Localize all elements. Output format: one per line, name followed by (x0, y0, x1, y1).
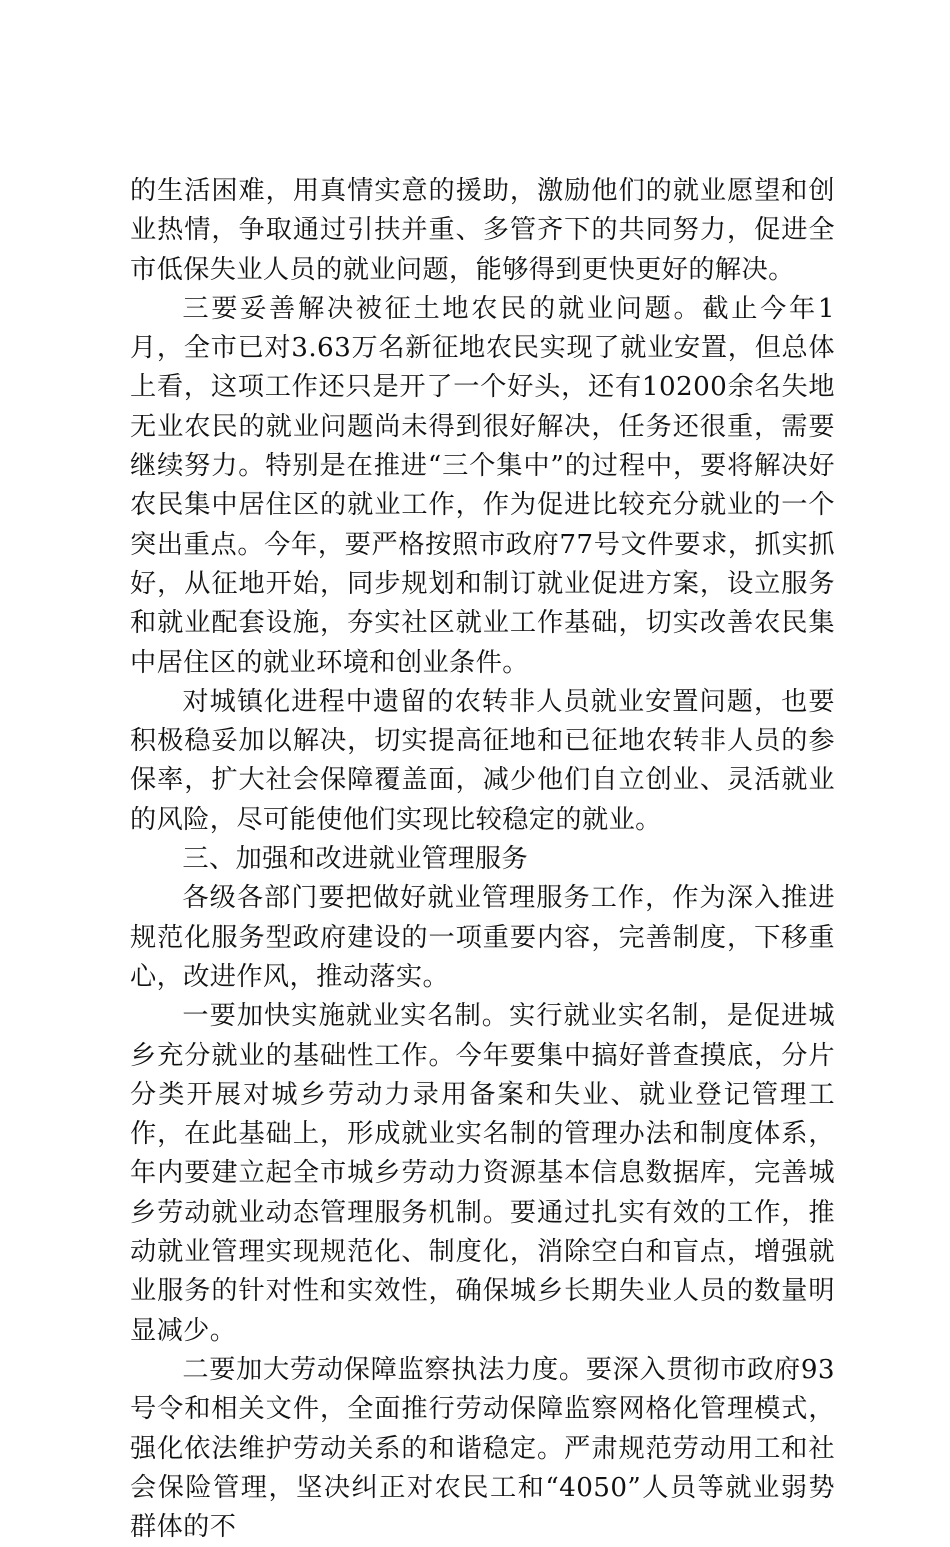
paragraph-urbanization: 对城镇化进程中遗留的农转非人员就业安置问题，也要积极稳妥加以解决，切实提高征地和已征地农转非人员的参保率，扩大社会保障覆盖面，减少他们自立创业、灵活就业的风险，尽可能使他们实现比较稳定的就业。 (130, 686, 835, 835)
paragraph-land-farmers: 三要妥善解决被征土地农民的就业问题。截止今年1月，全市已对3.63万名新征地农民实现了就业安置，但总体上看，这项工作还只是开了一个好头，还有10200余名失地无业农民的就业问题尚未得到很好解决，任务还很重，需要继续努力。特别是在推进“三个集中”的过程中，要将解决好农民集中居住区的就业工作，作为促进比较充分就业的一个突出重点。今年，要严格按照市政府77号文件要求，抓实抓好，从征地开始，同步规划和制订就业促进方案，设立服务和就业配套设施，夯实社区就业工作基础，切实改善农民集中居住区的就业环境和创业条件。 (130, 293, 835, 678)
document-page (130, 172, 835, 1547)
paragraph-continuation: 的生活困难，用真情实意的援助，激励他们的就业愿望和创业热情，争取通过引扶并重、多管齐下的共同努力，促进全市低保失业人员的就业问题，能够得到更快更好的解决。 (130, 176, 835, 285)
paragraph-management-intro: 各级各部门要把做好就业管理服务工作，作为深入推进规范化服务型政府建设的一项重要内容，完善制度，下移重心，改进作风，推动落实。 (130, 883, 835, 992)
paragraph-labor-supervision: 二要加大劳动保障监察执法力度。要深入贯彻市政府93号令和相关文件，全面推行劳动保障监察网格化管理模式，强化依法维护劳动关系的和谐稳定。严肃规范劳动用工和社会保险管理，坚决纠正对农民工和“4050”人员等就业弱势群体的不 (130, 1354, 835, 1543)
section-heading: 三、加强和改进就业管理服务 (182, 844, 529, 875)
paragraph-real-name-system: 一要加快实施就业实名制。实行就业实名制，是促进城乡充分就业的基础性工作。今年要集中搞好普查摸底，分片分类开展对城乡劳动力录用备案和失业、就业登记管理工作，在此基础上，形成就业实名制的管理办法和制度体系，年内要建立起全市城乡劳动力资源基本信息数据库，完善城乡劳动就业动态管理服务机制。要通过扎实有效的工作，推动就业管理实现规范化、制度化，消除空白和盲点，增强就业服务的针对性和实效性，确保城乡长期失业人员的数量明显减少。 (130, 1001, 835, 1346)
